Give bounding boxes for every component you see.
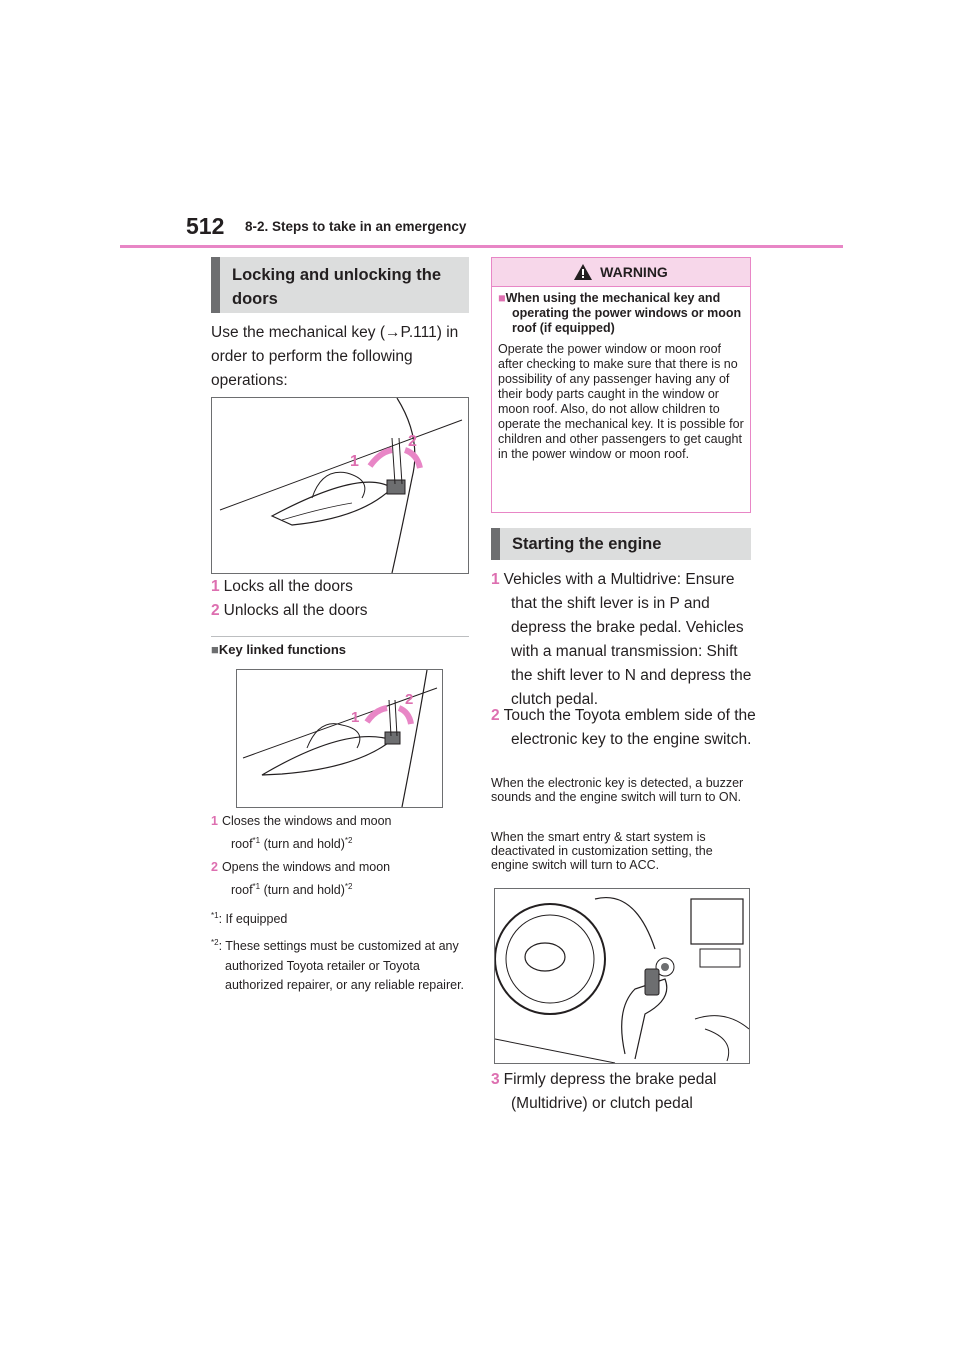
step-list [211,575,469,623]
engine-note-1: When the electronic key is detected, a buzzer sounds and the engine switch will turn to ON. [491,776,744,804]
footnote: $^{*1}$: If equipped [211,911,288,927]
warning-content [492,287,750,466]
header-divider [120,245,843,248]
warning-subheading: ■When using the mechanical key and operating the power windows or moon roof (if equipped) [498,291,742,335]
engine-step-2: 2 Touch the Toyota emblem side of the electronic key to the engine switch. [491,707,756,748]
step-item: 2 Unlocks all the doors [211,602,368,619]
page-number: 512 [186,213,225,239]
heading-locking [211,257,469,313]
warning-title: WARNING [600,264,668,280]
function-list [211,812,469,995]
divider [211,636,469,637]
function-item: 2 Opens the windows and moon roof$^{*1}$ (turn and hold)$^{*2}$ [211,860,391,898]
function-item: 1 Closes the windows and moon roof$^{*1}$ (turn and hold)$^{*2}$ [211,814,392,852]
fig2-label-1: 1 [351,709,360,726]
warning-box [491,257,751,513]
engine-start-figure [494,888,750,1064]
engine-note-2: When the smart entry & start system is deactivated in customization setting, the engine switch will turn to ACC. [491,830,713,872]
heading-starting-text: Starting the engine [512,535,662,553]
door-handle-illustration [212,398,468,573]
fig1-label-1: 1 [350,453,359,470]
fig1-label-2: 2 [408,433,417,450]
door-handle-illustration-2 [237,670,442,807]
heading-locking-text: Locking and unlocking the doors [232,266,442,308]
fig2-label-2: 2 [405,691,414,708]
steering-wheel-illustration [495,889,749,1063]
key-linked-figure [236,669,443,808]
door-lock-figure [211,397,469,574]
warning-icon [574,264,592,280]
heading-starting [491,528,751,560]
step-item: 1 Locks all the doors [211,578,353,595]
warning-title-bar [492,258,750,287]
warning-body: Operate the power window or moon roof after checking to make sure that there is no possibility of any passenger having any of their body parts caught in the window or moon roof. Also, do not allow children to operate the mechanical key. It is possible for children and other passengers to get caught in the power window or moon roof. [498,342,744,461]
footnote: $^{*2}$: These settings must be customized at any authorized Toyota retailer or Toyota authorized repairer, or any reliable repairer. [211,938,465,992]
engine-step-3: 3 Firmly depress the brake pedal (Multidrive) or clutch pedal [491,1071,717,1112]
key-linked-heading: ■Key linked functions [211,642,346,657]
engine-step-1: 1 Vehicles with a Multidrive: Ensure that the shift lever is in P and depress the brake pedal. Vehicles with a manual transmission: Shift the shift lever to N and depress the clutch pedal. [491,571,752,708]
intro-text: Use the mechanical key (→P.111) in order to perform the following operations: [211,324,459,389]
section-title: 8-2. Steps to take in an emergency [245,219,467,234]
